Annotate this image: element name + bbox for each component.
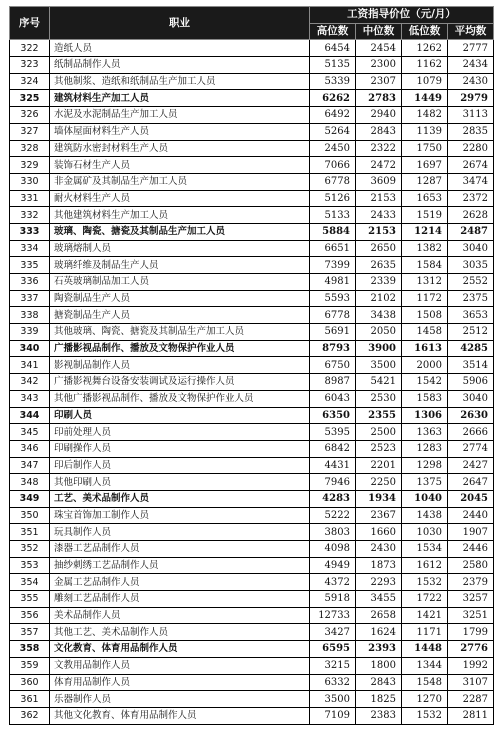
cell-occupation: 玻璃熔制人员 (50, 240, 310, 257)
header-high: 高位数 (310, 23, 356, 40)
cell-high: 6350 (310, 407, 356, 424)
cell-avg: 3035 (448, 257, 494, 274)
cell-seq: 341 (10, 357, 50, 374)
cell-mid: 2523 (356, 440, 402, 457)
cell-high: 7946 (310, 474, 356, 491)
cell-avg: 2287 (448, 691, 494, 708)
table-row (10, 541, 494, 558)
cell-high: 5339 (310, 73, 356, 90)
cell-mid: 2843 (356, 123, 402, 140)
cell-seq: 361 (10, 691, 50, 708)
table-row (10, 107, 494, 124)
cell-mid: 2300 (356, 57, 402, 74)
cell-seq: 342 (10, 374, 50, 391)
cell-occupation: 造纸人员 (50, 40, 310, 57)
table-row (10, 290, 494, 307)
cell-avg: 2811 (448, 707, 494, 724)
cell-occupation: 其他印刷人员 (50, 474, 310, 491)
cell-low: 1079 (402, 73, 448, 90)
cell-occupation: 漆器工艺品制作人员 (50, 541, 310, 558)
cell-mid: 2433 (356, 207, 402, 224)
cell-occupation: 其他玻璃、陶瓷、搪瓷及其制品生产加工人员 (50, 324, 310, 341)
cell-seq: 330 (10, 173, 50, 190)
cell-avg: 2434 (448, 57, 494, 74)
cell-mid: 2367 (356, 507, 402, 524)
cell-high: 6778 (310, 307, 356, 324)
cell-mid: 2250 (356, 474, 402, 491)
header-mid: 中位数 (356, 23, 402, 40)
cell-occupation: 墙体屋面材料生产人员 (50, 123, 310, 140)
cell-mid: 1800 (356, 657, 402, 674)
cell-seq: 337 (10, 290, 50, 307)
table-row (10, 424, 494, 441)
table-row (10, 140, 494, 157)
cell-avg: 3251 (448, 607, 494, 624)
cell-occupation: 雕刻工艺品制作人员 (50, 591, 310, 608)
table-row (10, 274, 494, 291)
cell-occupation: 影视制品制作人员 (50, 357, 310, 374)
cell-low: 1438 (402, 507, 448, 524)
cell-low: 1306 (402, 407, 448, 424)
cell-avg: 2647 (448, 474, 494, 491)
cell-occupation: 文化教育、体育用品制作人员 (50, 641, 310, 658)
table-row (10, 440, 494, 457)
cell-high: 3803 (310, 524, 356, 541)
cell-occupation: 金属工艺品制作人员 (50, 574, 310, 591)
cell-occupation: 其他建筑材料生产加工人员 (50, 207, 310, 224)
table-row (10, 641, 494, 658)
header-salary-group: 工资指导价位（元/月） (310, 7, 494, 24)
cell-seq: 339 (10, 324, 50, 341)
cell-occupation: 纸制品制作人员 (50, 57, 310, 74)
table-row (10, 157, 494, 174)
table-row (10, 307, 494, 324)
cell-high: 4283 (310, 490, 356, 507)
cell-occupation: 美术品制作人员 (50, 607, 310, 624)
cell-avg: 2774 (448, 440, 494, 457)
cell-high: 3215 (310, 657, 356, 674)
cell-seq: 335 (10, 257, 50, 274)
cell-avg: 3653 (448, 307, 494, 324)
cell-high: 5884 (310, 223, 356, 240)
cell-avg: 2835 (448, 123, 494, 140)
cell-high: 5264 (310, 123, 356, 140)
cell-low: 1542 (402, 374, 448, 391)
cell-occupation: 抽纱刺绣工艺品制作人员 (50, 557, 310, 574)
cell-seq: 331 (10, 190, 50, 207)
cell-low: 1532 (402, 707, 448, 724)
table-row (10, 691, 494, 708)
cell-occupation: 广播影视舞台设备安装调试及运行操作人员 (50, 374, 310, 391)
cell-mid: 1624 (356, 624, 402, 641)
cell-low: 1482 (402, 107, 448, 124)
cell-avg: 2979 (448, 90, 494, 107)
cell-high: 6262 (310, 90, 356, 107)
table-row (10, 90, 494, 107)
cell-avg: 2580 (448, 557, 494, 574)
table-row (10, 574, 494, 591)
cell-high: 5593 (310, 290, 356, 307)
cell-mid: 2500 (356, 424, 402, 441)
cell-low: 1449 (402, 90, 448, 107)
cell-seq: 333 (10, 223, 50, 240)
cell-seq: 328 (10, 140, 50, 157)
cell-avg: 2487 (448, 223, 494, 240)
cell-seq: 340 (10, 340, 50, 357)
table-row (10, 457, 494, 474)
cell-high: 3500 (310, 691, 356, 708)
cell-occupation: 水泥及水泥制品生产加工人员 (50, 107, 310, 124)
table-header (10, 7, 494, 40)
cell-occupation: 文教用品制作人员 (50, 657, 310, 674)
cell-avg: 2379 (448, 574, 494, 591)
cell-low: 1270 (402, 691, 448, 708)
cell-avg: 3257 (448, 591, 494, 608)
cell-low: 1214 (402, 223, 448, 240)
cell-high: 12733 (310, 607, 356, 624)
cell-low: 1040 (402, 490, 448, 507)
cell-high: 5395 (310, 424, 356, 441)
cell-mid: 2393 (356, 641, 402, 658)
cell-low: 1283 (402, 440, 448, 457)
cell-mid: 2940 (356, 107, 402, 124)
cell-occupation: 石英玻璃制品加工人员 (50, 274, 310, 291)
salary-table-container (9, 6, 493, 725)
cell-mid: 2430 (356, 541, 402, 558)
cell-high: 8793 (310, 340, 356, 357)
cell-low: 1519 (402, 207, 448, 224)
table-row (10, 207, 494, 224)
cell-avg: 1992 (448, 657, 494, 674)
cell-high: 5135 (310, 57, 356, 74)
cell-mid: 2454 (356, 40, 402, 57)
salary-guide-table (9, 6, 494, 725)
cell-high: 4431 (310, 457, 356, 474)
cell-seq: 348 (10, 474, 50, 491)
cell-avg: 3514 (448, 357, 494, 374)
cell-mid: 2307 (356, 73, 402, 90)
cell-mid: 2658 (356, 607, 402, 624)
cell-mid: 2650 (356, 240, 402, 257)
cell-mid: 2383 (356, 707, 402, 724)
table-row (10, 340, 494, 357)
cell-high: 4372 (310, 574, 356, 591)
cell-occupation: 印刷操作人员 (50, 440, 310, 457)
cell-occupation: 陶瓷制品生产人员 (50, 290, 310, 307)
cell-avg: 2372 (448, 190, 494, 207)
cell-seq: 353 (10, 557, 50, 574)
cell-occupation: 珠宝首饰加工制作人员 (50, 507, 310, 524)
cell-seq: 344 (10, 407, 50, 424)
cell-high: 5222 (310, 507, 356, 524)
cell-mid: 2153 (356, 190, 402, 207)
cell-avg: 3107 (448, 674, 494, 691)
cell-seq: 336 (10, 274, 50, 291)
cell-occupation: 其他文化教育、体育用品制作人员 (50, 707, 310, 724)
cell-avg: 2776 (448, 641, 494, 658)
cell-avg: 2430 (448, 73, 494, 90)
cell-seq: 327 (10, 123, 50, 140)
table-row (10, 390, 494, 407)
cell-low: 1532 (402, 574, 448, 591)
cell-seq: 338 (10, 307, 50, 324)
cell-seq: 326 (10, 107, 50, 124)
cell-occupation: 装饰石材生产人员 (50, 157, 310, 174)
table-row (10, 40, 494, 57)
cell-seq: 350 (10, 507, 50, 524)
table-row (10, 624, 494, 641)
cell-low: 1312 (402, 274, 448, 291)
cell-occupation: 玩具制作人员 (50, 524, 310, 541)
cell-mid: 2322 (356, 140, 402, 157)
cell-mid: 2201 (356, 457, 402, 474)
cell-occupation: 建筑材料生产加工人员 (50, 90, 310, 107)
cell-seq: 332 (10, 207, 50, 224)
table-row (10, 223, 494, 240)
header-occupation: 职业 (50, 7, 310, 40)
cell-high: 4949 (310, 557, 356, 574)
cell-low: 1612 (402, 557, 448, 574)
cell-occupation: 工艺、美术品制作人员 (50, 490, 310, 507)
cell-high: 5126 (310, 190, 356, 207)
cell-high: 6842 (310, 440, 356, 457)
cell-seq: 324 (10, 73, 50, 90)
cell-low: 1508 (402, 307, 448, 324)
cell-avg: 2280 (448, 140, 494, 157)
cell-avg: 2440 (448, 507, 494, 524)
cell-low: 1375 (402, 474, 448, 491)
cell-seq: 358 (10, 641, 50, 658)
cell-mid: 2530 (356, 390, 402, 407)
cell-mid: 2355 (356, 407, 402, 424)
cell-occupation: 印刷人员 (50, 407, 310, 424)
cell-high: 6492 (310, 107, 356, 124)
cell-mid: 2102 (356, 290, 402, 307)
table-row (10, 257, 494, 274)
table-row (10, 57, 494, 74)
cell-occupation: 耐火材料生产人员 (50, 190, 310, 207)
cell-occupation: 印前处理人员 (50, 424, 310, 441)
cell-high: 4981 (310, 274, 356, 291)
cell-low: 1162 (402, 57, 448, 74)
cell-high: 2450 (310, 140, 356, 157)
cell-seq: 351 (10, 524, 50, 541)
cell-low: 1363 (402, 424, 448, 441)
cell-avg: 2375 (448, 290, 494, 307)
table-row (10, 240, 494, 257)
cell-low: 1298 (402, 457, 448, 474)
cell-occupation: 其他工艺、美术品制作人员 (50, 624, 310, 641)
cell-low: 1262 (402, 40, 448, 57)
cell-avg: 2045 (448, 490, 494, 507)
cell-mid: 2472 (356, 157, 402, 174)
header-seq: 序号 (10, 7, 50, 40)
cell-mid: 1934 (356, 490, 402, 507)
cell-seq: 343 (10, 390, 50, 407)
cell-seq: 354 (10, 574, 50, 591)
cell-low: 1584 (402, 257, 448, 274)
cell-high: 6043 (310, 390, 356, 407)
cell-mid: 2635 (356, 257, 402, 274)
cell-avg: 1799 (448, 624, 494, 641)
cell-occupation: 建筑防水密封材料生产人员 (50, 140, 310, 157)
cell-avg: 2628 (448, 207, 494, 224)
cell-low: 1344 (402, 657, 448, 674)
table-row (10, 474, 494, 491)
table-row (10, 173, 494, 190)
cell-low: 1171 (402, 624, 448, 641)
cell-seq: 334 (10, 240, 50, 257)
cell-seq: 345 (10, 424, 50, 441)
header-avg: 平均数 (448, 23, 494, 40)
cell-low: 1653 (402, 190, 448, 207)
cell-mid: 5421 (356, 374, 402, 391)
cell-low: 1613 (402, 340, 448, 357)
cell-mid: 1825 (356, 691, 402, 708)
table-row (10, 557, 494, 574)
cell-seq: 329 (10, 157, 50, 174)
cell-low: 1548 (402, 674, 448, 691)
cell-high: 6454 (310, 40, 356, 57)
cell-avg: 4285 (448, 340, 494, 357)
cell-avg: 2446 (448, 541, 494, 558)
table-row (10, 374, 494, 391)
cell-seq: 360 (10, 674, 50, 691)
cell-low: 1421 (402, 607, 448, 624)
cell-occupation: 非金属矿及其制品生产加工人员 (50, 173, 310, 190)
cell-mid: 3609 (356, 173, 402, 190)
table-row (10, 607, 494, 624)
table-body (10, 40, 494, 724)
cell-high: 6332 (310, 674, 356, 691)
cell-high: 5918 (310, 591, 356, 608)
cell-seq: 359 (10, 657, 50, 674)
cell-low: 1750 (402, 140, 448, 157)
cell-low: 1448 (402, 641, 448, 658)
cell-low: 1287 (402, 173, 448, 190)
cell-mid: 1873 (356, 557, 402, 574)
cell-avg: 2630 (448, 407, 494, 424)
cell-low: 1030 (402, 524, 448, 541)
table-row (10, 407, 494, 424)
cell-mid: 2293 (356, 574, 402, 591)
table-row (10, 674, 494, 691)
cell-low: 1458 (402, 324, 448, 341)
cell-high: 7109 (310, 707, 356, 724)
cell-occupation: 玻璃、陶瓷、搪瓷及其制品生产加工人员 (50, 223, 310, 240)
cell-mid: 3900 (356, 340, 402, 357)
cell-avg: 2666 (448, 424, 494, 441)
cell-seq: 362 (10, 707, 50, 724)
cell-low: 1139 (402, 123, 448, 140)
cell-seq: 352 (10, 541, 50, 558)
cell-seq: 322 (10, 40, 50, 57)
cell-mid: 2339 (356, 274, 402, 291)
table-row (10, 657, 494, 674)
cell-seq: 347 (10, 457, 50, 474)
cell-high: 5133 (310, 207, 356, 224)
cell-high: 6651 (310, 240, 356, 257)
cell-occupation: 乐器制作人员 (50, 691, 310, 708)
cell-avg: 3474 (448, 173, 494, 190)
cell-high: 7399 (310, 257, 356, 274)
header-low: 低位数 (402, 23, 448, 40)
cell-seq: 357 (10, 624, 50, 641)
cell-mid: 2783 (356, 90, 402, 107)
cell-seq: 325 (10, 90, 50, 107)
table-row (10, 123, 494, 140)
table-row (10, 507, 494, 524)
cell-high: 3427 (310, 624, 356, 641)
cell-mid: 2843 (356, 674, 402, 691)
cell-seq: 323 (10, 57, 50, 74)
cell-avg: 2552 (448, 274, 494, 291)
cell-occupation: 搪瓷制品生产人员 (50, 307, 310, 324)
cell-low: 1697 (402, 157, 448, 174)
cell-avg: 5906 (448, 374, 494, 391)
cell-high: 8987 (310, 374, 356, 391)
cell-avg: 3040 (448, 390, 494, 407)
cell-avg: 2674 (448, 157, 494, 174)
cell-low: 1534 (402, 541, 448, 558)
cell-avg: 2427 (448, 457, 494, 474)
cell-occupation: 印后制作人员 (50, 457, 310, 474)
cell-occupation: 其他广播影视品制作、播放及文物保护作业人员 (50, 390, 310, 407)
cell-high: 7066 (310, 157, 356, 174)
table-row (10, 357, 494, 374)
cell-high: 6750 (310, 357, 356, 374)
table-row (10, 190, 494, 207)
cell-low: 2000 (402, 357, 448, 374)
cell-avg: 1907 (448, 524, 494, 541)
table-row (10, 324, 494, 341)
table-row (10, 524, 494, 541)
cell-seq: 356 (10, 607, 50, 624)
cell-seq: 355 (10, 591, 50, 608)
cell-mid: 3455 (356, 591, 402, 608)
cell-mid: 3438 (356, 307, 402, 324)
cell-avg: 3040 (448, 240, 494, 257)
cell-avg: 2777 (448, 40, 494, 57)
cell-seq: 349 (10, 490, 50, 507)
cell-avg: 3113 (448, 107, 494, 124)
cell-mid: 3500 (356, 357, 402, 374)
cell-mid: 1660 (356, 524, 402, 541)
cell-low: 1722 (402, 591, 448, 608)
table-row (10, 490, 494, 507)
table-row (10, 591, 494, 608)
cell-low: 1583 (402, 390, 448, 407)
cell-mid: 2050 (356, 324, 402, 341)
cell-low: 1172 (402, 290, 448, 307)
cell-high: 6778 (310, 173, 356, 190)
cell-occupation: 体育用品制作人员 (50, 674, 310, 691)
table-row (10, 73, 494, 90)
cell-occupation: 其他制浆、造纸和纸制品生产加工人员 (50, 73, 310, 90)
cell-avg: 2512 (448, 324, 494, 341)
cell-seq: 346 (10, 440, 50, 457)
cell-high: 6595 (310, 641, 356, 658)
cell-occupation: 玻璃纤维及制品生产人员 (50, 257, 310, 274)
cell-high: 4098 (310, 541, 356, 558)
table-row (10, 707, 494, 724)
cell-mid: 2153 (356, 223, 402, 240)
cell-occupation: 广播影视品制作、播放及文物保护作业人员 (50, 340, 310, 357)
cell-high: 5691 (310, 324, 356, 341)
cell-low: 1382 (402, 240, 448, 257)
